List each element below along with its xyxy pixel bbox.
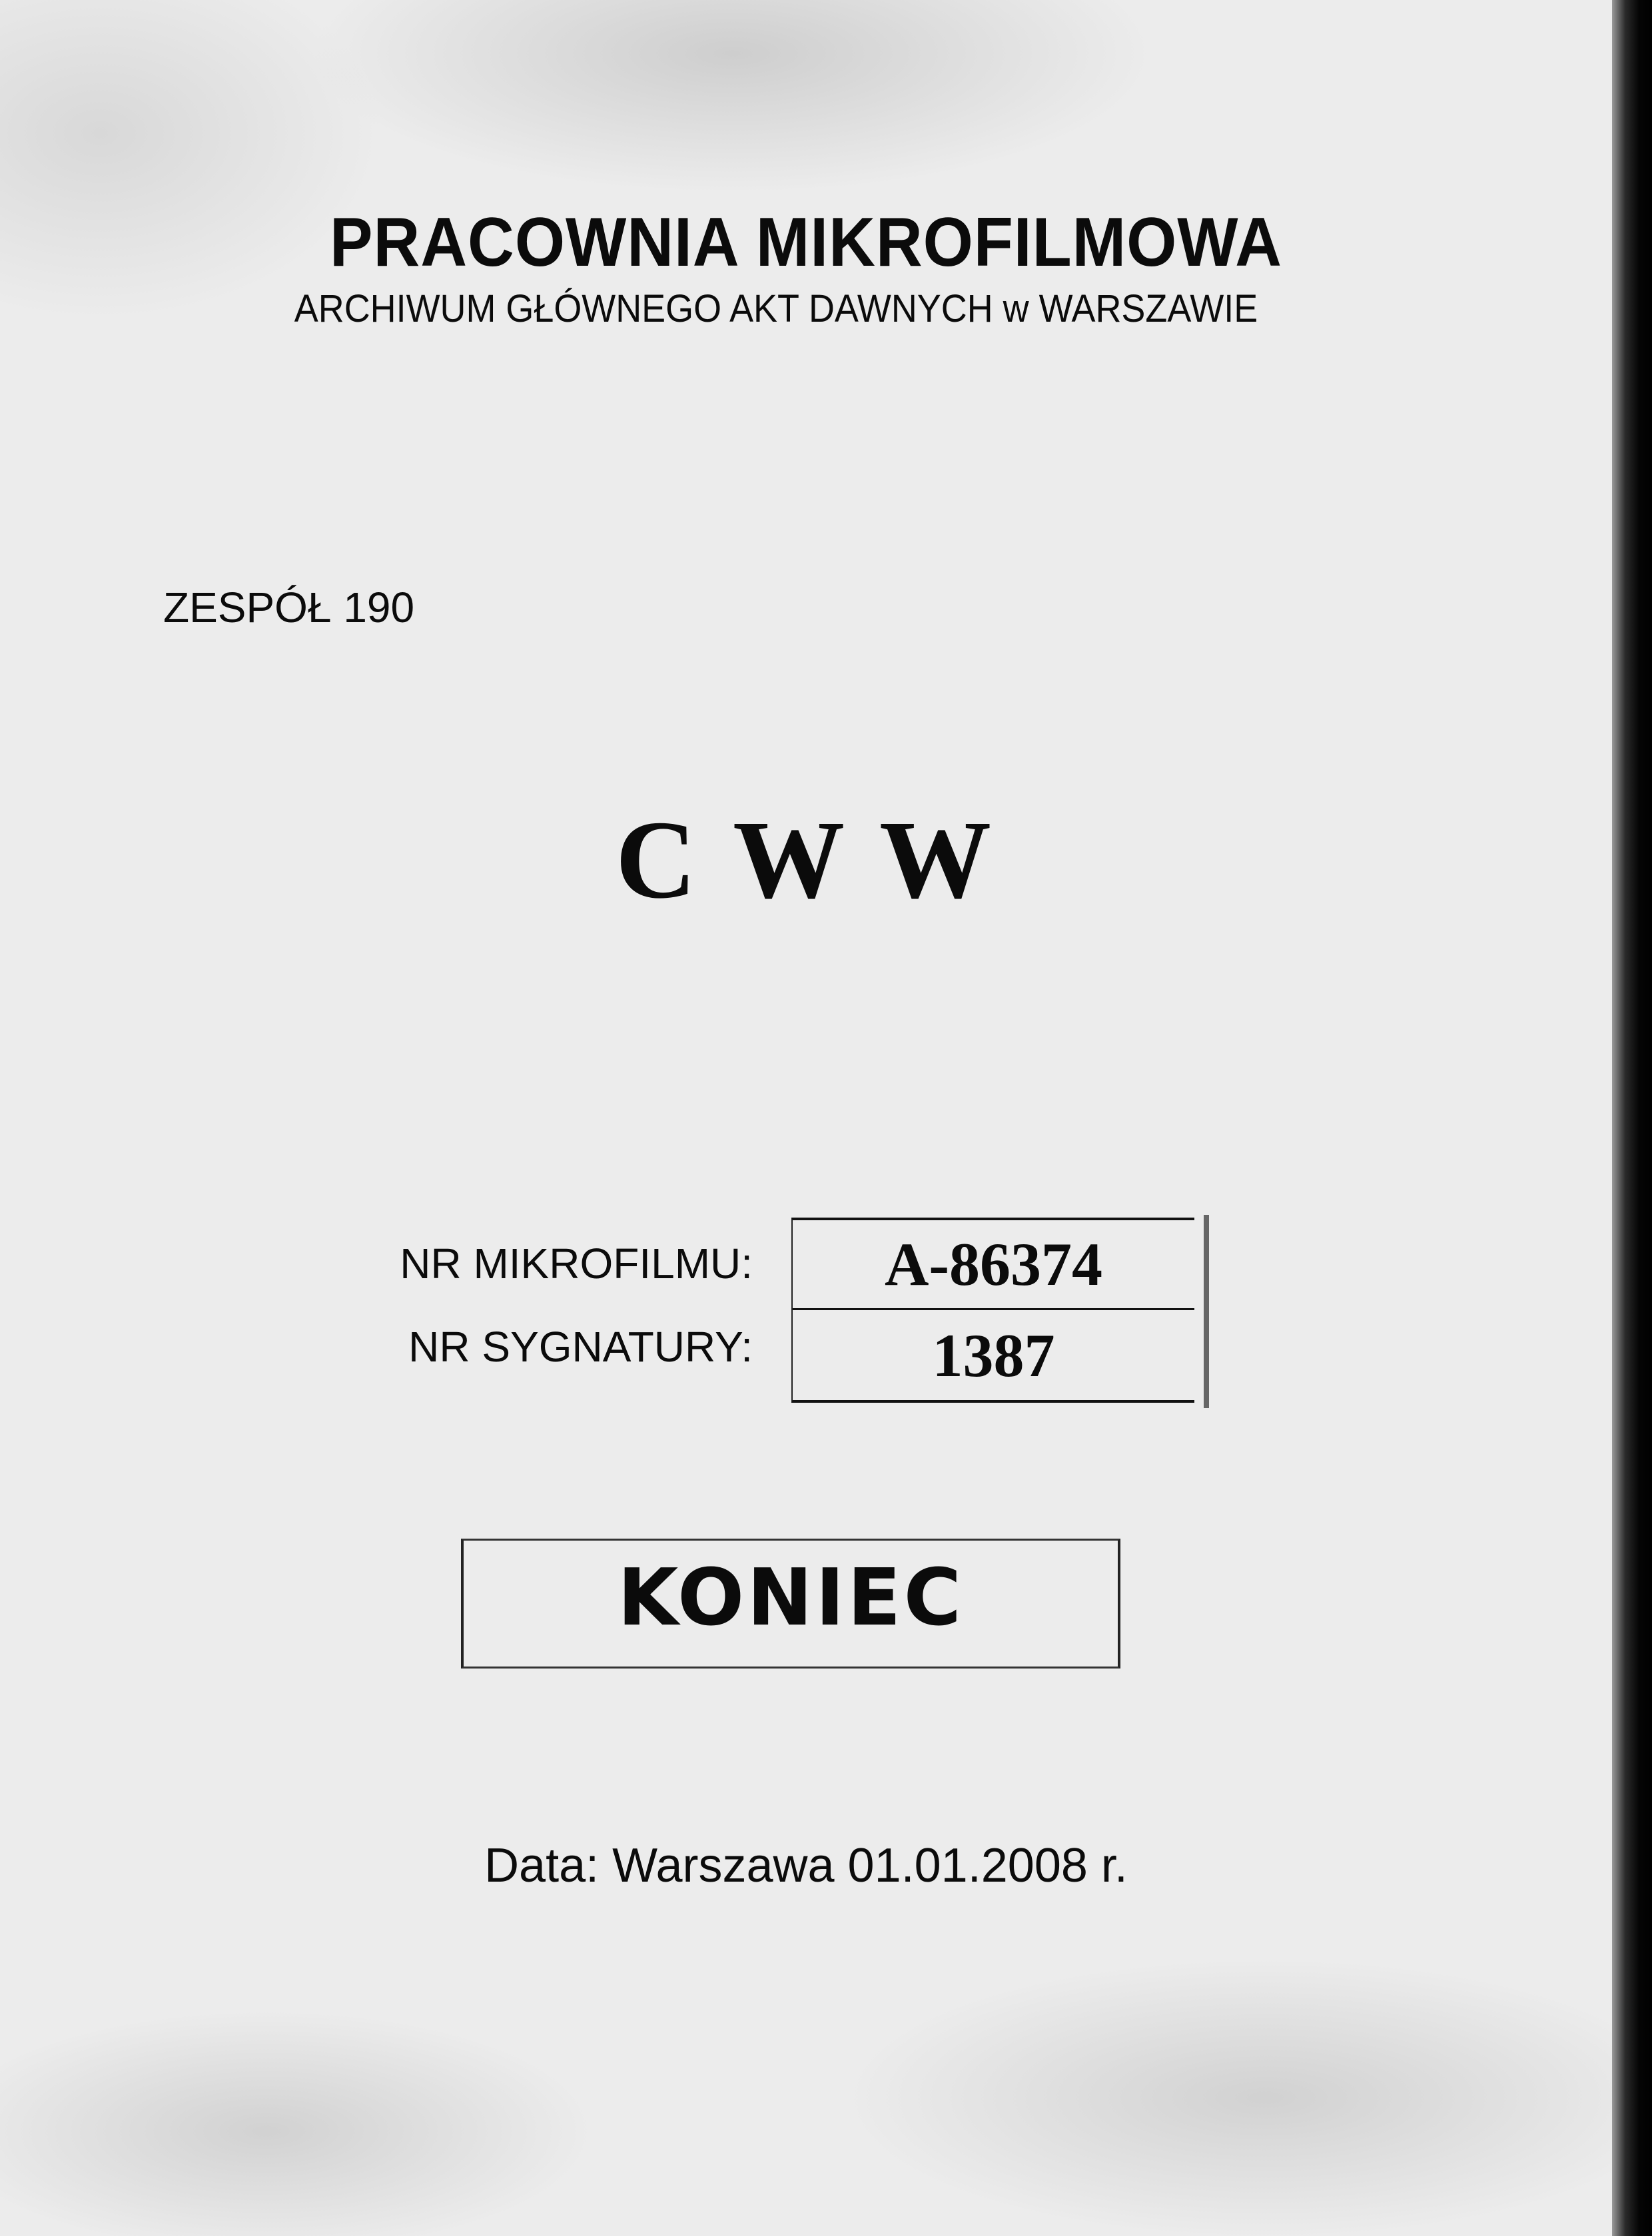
numbers-table bbox=[791, 1218, 1194, 1403]
end-marker-box bbox=[461, 1539, 1120, 1669]
page-title: PRACOWNIA MIKROFILMOWA bbox=[330, 204, 1282, 281]
end-marker-text: KONIEC bbox=[617, 1551, 965, 1643]
microfilm-number-label: NR MIKROFILMU: bbox=[400, 1240, 753, 1288]
film-edge bbox=[1612, 0, 1652, 2236]
archive-subtitle: ARCHIWUM GŁÓWNEGO AKT DAWNYCH w WARSZAWIE bbox=[294, 287, 1258, 330]
signature-number-value: 1387 bbox=[932, 1321, 1055, 1389]
microfilm-number-value: A-86374 bbox=[793, 1220, 1194, 1310]
date-line: Data: Warszawa 01.01.2008 r. bbox=[484, 1839, 1128, 1892]
collection-code: C W W bbox=[615, 798, 997, 922]
signature-number-label: NR SYGNATURY: bbox=[408, 1323, 753, 1371]
zespol-number: ZESPÓŁ 190 bbox=[163, 583, 415, 631]
